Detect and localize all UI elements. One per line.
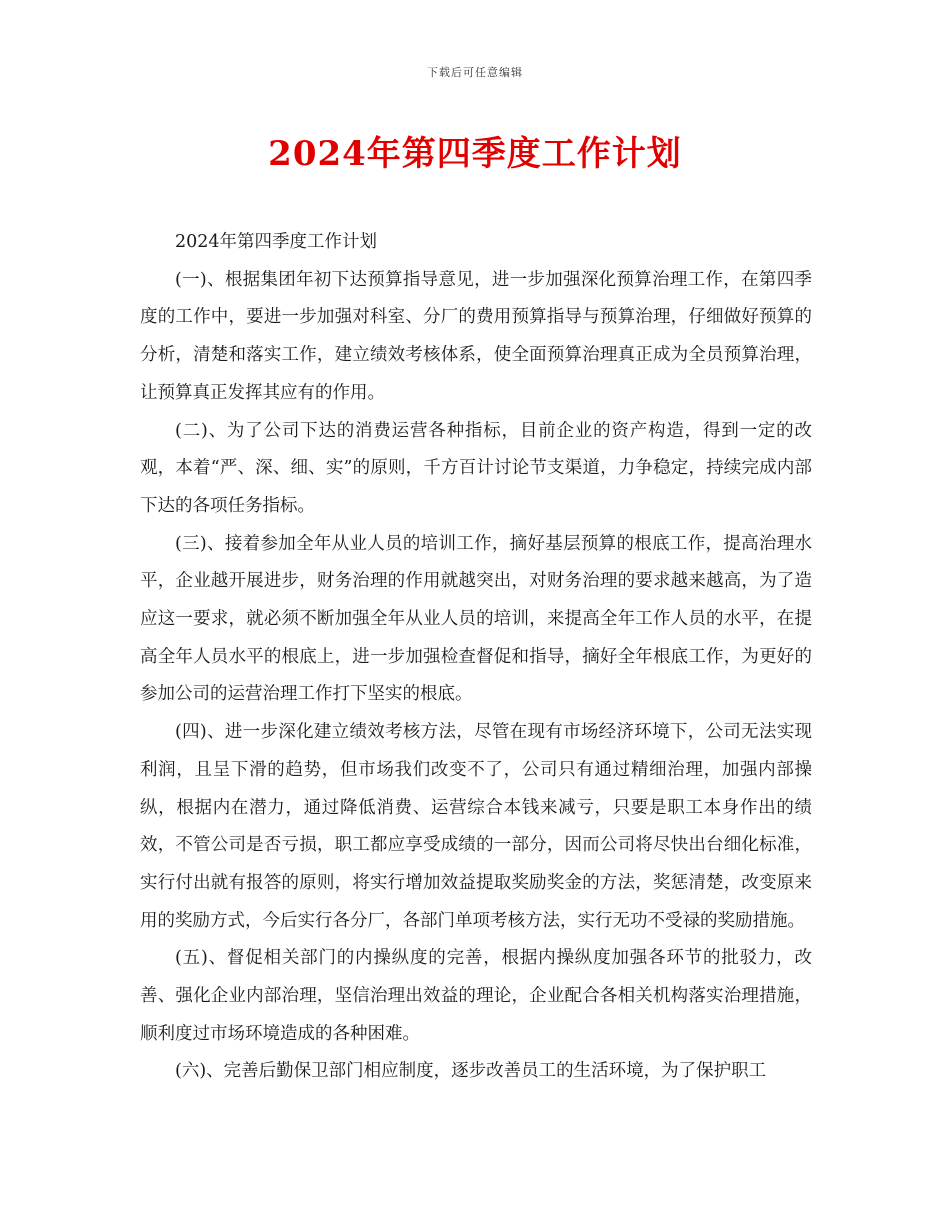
paragraph-item-4: (四)、进一步深化建立绩效考核方法，尽管在现有市场经济环境下，公司无法实现利润，且呈下滑的趋势，但市场我们改变不了，公司只有通过精细治理，加强内部操纵，根据内在潜力，通过降低消费、运营综合本钱来减亏，只要是职工本身作出的绩效，不管公司是否亏损，职工都应享受成绩的一部分，因而公司将尽快出台细化标准，实行付出就有报答的原则，将实行增加效益提取奖励奖金的方法，奖惩清楚，改变原来用的奖励方式，今后实行各分厂，各部门单项考核方法，实行无功不受禄的奖励措施。 [140,722,812,931]
paragraph-item-3: (三)、接着参加全年从业人员的培训工作，摘好基层预算的根底工作，提高治理水平，企业越开展进步，财务治理的作用就越突出，对财务治理的要求越来越高，为了造应这一要求，就必须不断加强全年从业人员的培训，来提高全年工作人员的水平，在提高全年人员水平的根底上，进一步加强检查督促和指导，摘好全年根底工作，为更好的参加公司的运营治理工作打下坚实的根底。 [140,533,812,705]
paragraph-item-1: (一)、根据集团年初下达预算指导意见，进一步加强深化预算治理工作，在第四季度的工作中，要进一步加强对科室、分厂的费用预算指导与预算治理，仔细做好预算的分析，清楚和落实工作，建立绩效考核体系，使全面预算治理真正成为全员预算治理，让预算真正发挥其应有的作用。 [140,269,812,403]
header-note: 下载后可任意编辑 [427,66,523,79]
paragraph-item-5: (五)、督促相关部门的内操纵度的完善，根据内操纵度加强各环节的批驳力，改善、强化企业内部治理，坚信治理出效益的理论，企业配合各相关机构落实治理措施，顺利度过市场环境造成的各种困难。 [140,948,812,1044]
paragraph-item-6: (六)、完善后勤保卫部门相应制度，逐步改善员工的生活环境，为了保护职工 [175,1061,767,1082]
paragraph-item-2: (二)、为了公司下达的消费运营各种指标，目前企业的资产构造，得到一定的改观，本着“严、深、细、实”的原则，千方百计讨论节支渠道，力争稳定，持续完成内部下达的各项任务指标。 [140,420,812,516]
document-body [140,224,812,1091]
document-title: 2024年第四季度工作计划 [268,134,682,174]
paragraph-subtitle: 2024年第四季度工作计划 [175,232,378,252]
